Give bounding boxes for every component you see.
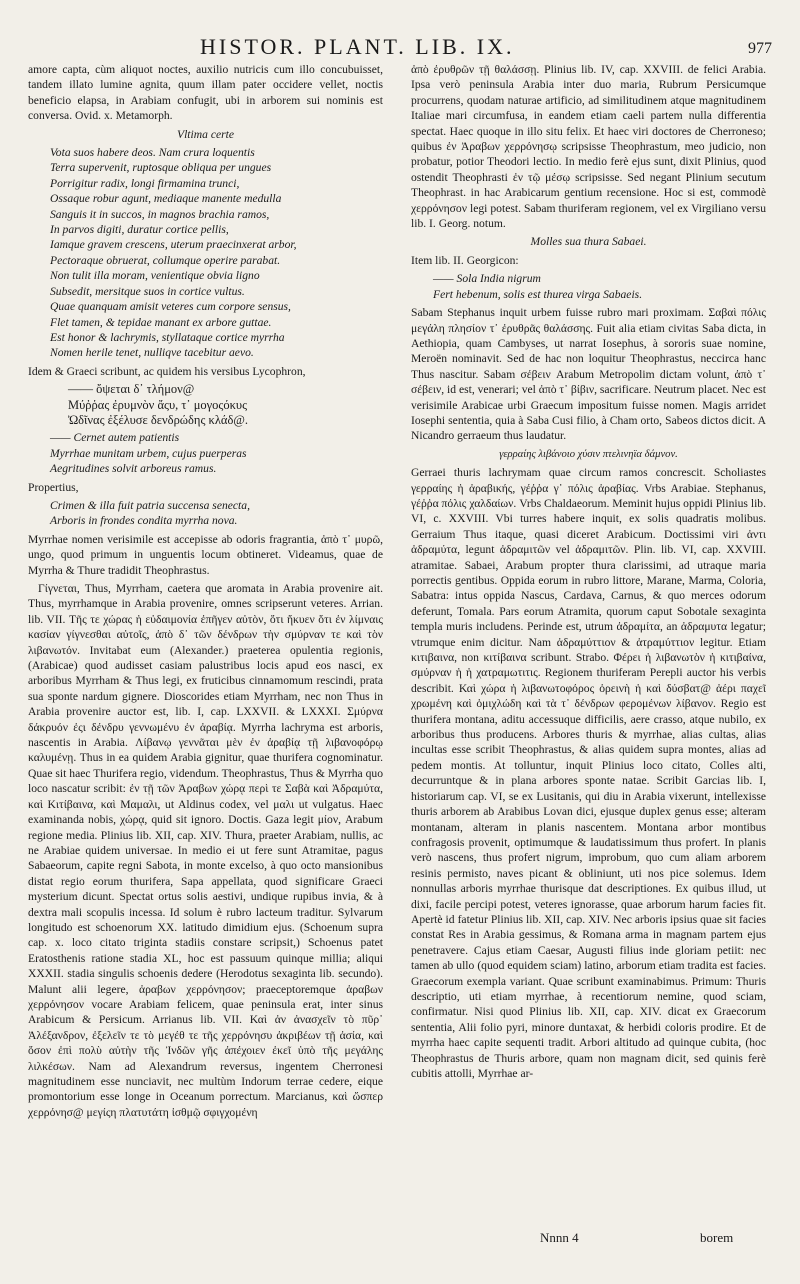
verse-line: Molles sua thura Sabaei. (530, 235, 647, 249)
verse-line: Μύῤῥας ἐρυμνὸν ἄςυ, τ᾽ μογοςόκυς (68, 397, 248, 412)
ovid-verse (28, 145, 383, 361)
verse-line: Sanguis it in succos, in magnos brachia ramos, (50, 207, 270, 221)
verse-line: Ossaque robur agunt, mediaque manente medulla (50, 192, 282, 206)
running-head: HISTOR. PLANT. LIB. IX. (200, 34, 515, 59)
paragraph: amore capta, cùm aliquot noctes, auxilio nutricis cum illo concubuisset, tandem illato lumine agnita, quum illam pater occidere vellet, noctis beneficio elapsa, in Arabiam confugit, ubi in arborem sui nominis est conversa. Ovid. x. Metamorph. (28, 63, 383, 123)
paragraph: Sabam Stephanus inquit urbem fuisse rubro mari proximam. Σαβαὶ πόλις μεγάλη πλησίον τ᾽ ἐρυθρᾶς θαλάσσης. Fuit alia etiam civitas Saba dicta, in Aethiopia, quam Cambyses, ut narrat Iosephus, à sororis suae nomine, Meroën nominavit. Sed de hac non loquitur Theophrastus, neccirca hanc Thus nascitur. Sabam σέβειν Arabum Metropolim dictam volunt, ἀπὸ τ᾽ σέβειν, id est, venerari; vel ἀπὸ τ᾽ βίβιν, sacrificare. Neutrum placet. Nec est verisimile Arabicae urbi Graecum impositum fuisse nomen. Magis arridet Iosephi sententia, quia à Saba Cusi filio, à Cham orto, Sabeos dictos dicit. A Nicandro gerraeum thus laudatur. (411, 306, 766, 443)
verse-line: Pectoraque obruerat, collumque operire parabat. (50, 253, 281, 267)
verse-line: Terra supervenit, ruptosque obliqua per ungues (50, 161, 272, 175)
paragraph: Idem & Graeci scribunt, ac quidem his versibus Lycophron, (28, 364, 306, 378)
signature-mark: Nnnn 4 (540, 1230, 579, 1245)
catchword: borem (700, 1230, 734, 1245)
verse-line: Porrigitur radix, longi firmamina trunci, (50, 176, 240, 190)
verse-line: Est honor & lachrymis, styllataque cortice myrrha (50, 330, 285, 344)
georgics-verse (411, 271, 766, 302)
verse-line: Fert hebenum, solis est thurea virga Sabaeis. (433, 287, 643, 301)
greek-verse (28, 382, 383, 428)
verse-line: Crimen & illa fuit patria succensa senecta, (50, 498, 250, 512)
page-number: 977 (748, 40, 772, 57)
verse-line: In parvos digiti, duratur cortice pellis, (50, 223, 229, 237)
verse-line: Subsedit, mersitque suos in cortice vultus. (50, 284, 245, 298)
verse-line: Iamque gravem crescens, uterum praecinxerat arbor, (50, 238, 297, 252)
verse-line: Ὠδῖνας ἐξέλυσε δενδρώδης κλάδ@. (68, 412, 248, 427)
verse-line: Quae quanquam amisit veteres cum corpore sensus, (50, 300, 291, 314)
verse-line: —— Sola India nigrum (433, 272, 541, 286)
verse-line: —— ὄψεται δ᾽ τλήμον@ (68, 382, 195, 397)
verse-line: Non tulit illa moram, venientique obvia ligno (50, 269, 260, 283)
latin-translation-verse (28, 430, 383, 476)
verse-line: Nomen herile tenet, nulliqve tacebitur aevo. (50, 346, 254, 360)
verse-line: Myrrhae munitam urbem, cujus puerperas (50, 446, 247, 460)
verse-line: Vota suos habere deos. Nam crura loquentis (50, 146, 255, 160)
verse-heading: Vltima certe (177, 127, 234, 141)
paragraph: Item lib. II. Georgicon: (411, 253, 519, 267)
verse-line: —— Cernet autem patientis (50, 431, 180, 445)
verse-line: Aegritudines solvit arboreus ramus. (50, 462, 217, 476)
paragraph: Γίγνεται, Thus, Myrrham, caetera que aromata in Arabia provenire ait. Thus, myrrhamque in Arabia provenire, omnes scripserunt veteres. Arrian. lib. VII. Τῆς τε χώρας ἡ εὐδαιμονία ἐπῆγεν αὐτὸν, ὅτι ἤκυεν ὅτι ἐν λίμναις κασίαν γίγνεσθαι αὐτοῖς, ἀπὸ δ᾽ τῶν δένδρων τὴν σμύρναν τε καὶ τὸν λιβανωτόν. Invitabat eum (Alexander.) praeterea opulentia regionis, (Arabicae) quod audisset casiam palustribus locis apud eos nasci, ex arboribus Myrrham & Thus legi, ex fruticibus cinnamomum rescindi, prata sua sponte nardum gignere. Dioscorides etiam Myrrham, nec non Thus in Arabia provenire auctor est, lib. I, cap. LXXVII. & LXXXI. Σμύρνα δάκρυόν ἐςι δένδρυ γεννωμένυ ἐν ἀραβίᾳ. Myrrha lachryma est arboris, nascentis in Arabia. Λίβανῳ γεννᾶται μὲν ἐν ἀραβίᾳ τῇ λιβανοφόρῳ καλυμένῃ. Thus in ea quidem Arabia gignitur, quae thurifera cognominatur. Quae sit haec Thurifera regio, videndum. Theophrastus, Thus & Myrrha quo loco nascatur scribit: ἐν τῇ τῶν Ἀραβων χώρᾳ περὶ τε Σαβὰ καὶ Ἀδραμύτα, καὶ Κιτίβαινα, καὶ Μαμαλι, ut Aldinus codex, vel μαλι ut vulgatus. Haec examinanda nobis, χώρᾳ, quid sit ignoro. Doctis. Gaza legit μίον, Arabum regione media. Plinius lib. XII, cap. XIV. Thura, praeter Arabiam, nullis, ac ne Arabiae quidem universae. In medio ei ut fere sunt Atramitae, pagus Sabaeorum, capite regni Sabota, in monte excelso, à quo octo mansionibus distat regio eorum thurifera, Sapa appellata, quod significare Graeci mysterium dicunt. Spectat ortus solis aestivi, undique rupibus invia, & à dextra mali scopulis incessa. Id solum è rubro lacteum traditur. Sylvarum longitudo est schoenorum XX. latitudo dimidium ejus. (Schoenum supra cap. x. loco citato triginta stadiis constare scripsit,) Schoenus patet Eratosthenis ratione stadia XL, hoc est passuum quinque millia; aliqui XXXII. stadia singulis schoenis dedere (Herodotus sexaginta lib. secundo). Malunt alii legere, ἀραβων χερρόνησον; praeceptoremque ἀραβων χερρόνησον vocare Arabiam felicem, quae peninsula erat, inter sinus Arabicum & Persicum. Arrianus lib. VII. Καὶ ἀν ἀνασχεῖν τὸ πῦρ᾽ Ἀλέξανδρον, ἐξελεῖν τε τὸ μεγέθ τε τῆς χερρόνησυ ἀκριβέων τῇ ἀσία, καὶ ὅσον ἐπὶ πολὺ αὐτὴν τῆς Ἰνδῶν γῆς ἀπέχοιεν ἐκεῖ ὑπὸ τῆς μεγάλης λιλκέσων. Nam ad Alexandrum reversus, ingentem Cherronesi magnitudinem esse nunciavit, nec multùm Indorum terrae cedere, eique promontorium esse longe in Oceanum porrectum. Marcianus, καὶ ὥσπερ χερρόνησ@ μεγίςη πλατυτάτη ἰσθμῷ σφιγχομένη (28, 582, 383, 1119)
verse-line: Flet tamen, & tepidae manant ex arbore guttae. (50, 315, 272, 329)
right-column (411, 62, 766, 1212)
paragraph: Propertius, (28, 480, 79, 494)
paragraph: ἀπὸ ἐρυθρῶν τῇ θαλάσσῃ. Plinius lib. IV, cap. XXVIII. de felici Arabia. Ipsa verò peninsula Arabia inter duo maria, Rubrum Persicumque procurrens, quodam naturae artificio, ad similitudinem atque magnitudinem Italiae mari circumfusa, in eandem etiam caeli partem nulla differentia spectat. Haec quoque in illo situ felix. Et haec viri doctores de Cherroneso; quibus ἐν Ἀραβων χερρόνησῳ scripsisse Theophrastum, meo judicio, non probatur, potior Theodori lectio. In medio ferè ejus sunt, dixit Plinius, quod ostendit Theophrasti ἐν τῷ μέσῳ scripsisse. Sed negant Plinium secutum Theophrast. in hac Arabicarum gentium recensione. Hoc si est, commodè χερρόνησον legi potest. Sabam thuriferam regionem, vel ex Virgiliano versu lib. I. Georg. notum. (411, 63, 766, 231)
left-column (28, 62, 383, 1212)
verse-line: Arboris in frondes condita myrrha nova. (50, 514, 238, 528)
paragraph: Myrrhae nomen verisimile est accepisse ab odoris fragrantia, ἀπὸ τ᾽ μυρῶ, ungo, quod primum in unguentis locum obtineret. Videamus, quae de Myrrha & Thure tradidit Theophrastus. (28, 532, 383, 577)
greek-quotation: γερραίης λιβάνοιο χύσιν πτελινηϊα δάμνον. (499, 448, 678, 460)
paragraph: Gerraei thuris lachrymam quae circum ramos concrescit. Scholiastes γερραίης ἡ ἀραβικής, γέῤῥα γ᾽ πόλις ἀραβίας. Vrbs Arabiae. Stephanus, γέῤῥα πόλις χαλδαίων. Vrbs Chaldaeorum. Meminit hujus oppidi Plinius lib. VI, c. XXVIII. Vbi turres habere inquit, ex solis quadratis molibus. Gerraium Thus itaque, quasi diceret Arabicum. Doctissimi viri ἀντι ἀδραμύτα, legunt ἀδραμιτῶν vel ἀδραμιτῶν. Plin. lib. VI, cap. XXVIII. atramitae. Sabaei, Arabum propter thura clarissimi, ad utraque maria porrectis gentibus. Oppida eorum in rubro littore, Marane, Marma, Coloria, Sabatra: intus oppida Nascus, Cardava, Carnus, & quo merces odorum deferunt, Tomala. Pars eorum Atramita, quorum caput Sobotale sexaginta templa muris includens. Perinde est, utrum ἀδραμίτα, an ἀδραμυτα legatur; vtrumque enim dicitur. Nam ἀδραμύττιον & ἀτραμύττιον legitur. Etiam κιτιβαινα, non κιτίβαινα scribunt. Strabo. Φέρει ἡ λιβανωτὸν ἡ κιτιβαίνα, σμύρναν ἡ ἡ χατραμωτιτις. Regionem thuriferam Perepli auctor his verbis describit. Καὶ χώρα ἡ λιβανωτοφόρος ὀρεινὴ ἡ καὶ δύσβατ@ ἀέρι παχεῖ χρωμένη καὶ ὁμιχλώδη καὶ τὰ τ᾽ δένδρων φερομένων λίβανον. Regio est thurifera montana, aditu accessuque difficilis, aere crasso, atque nubilo, ex arboribus thus producens. Arbores thuris & myrrhae, alias cultas, alias incultas esse scribit Theophrastus, & alias quidem supra montes, alias ad pedem montis. At tolluntur, inquit Plinius loco citato, Colles alti, decurruntque & in plana arbores sponte natae. Scribit Garcias lib. I, historiarum cap. VI, se ex Lusitanis, qui diu in Arabia vixerunt, intellexisse thuris arborem ab Arabibus Lovan dici, ejusque duplex genus esse; alteram montanam, alteram in planis nascentem. Montana arbor montibus confragosis provenit, optimumque & laudatissimum thus profert. In planis verò nascens, thus profert nigrum, improbum, quo cum aliam arborem resinis permisto, naves picant & obliniunt, uti nos pice solemus. Idem nonnullas arboris myrrhae thurisque dat descriptiones. Ex quibus illud, ut dixi, facile percipi potest, veteres ignorasse, quae arborum harum facies fit. Apertè id fatetur Plinius lib. XII, cap. XIV. Nec arboris ipsius quae sit facies constat Res in Arabia gessimus, & Romana arma in magnam partem ejus penetravere. Cajus etiam Caesar, Augusti filius inde gloriam petiit: nec tamen ab ullo (quod equidem sciam) latino, arborum etiam tradita est facies. Graecorum exempla variant. Quae scribunt examinabimus. Primum: Thuris descriptio, uti etiam myrrhae, à recentiorum nemine, quod sciam, confirmatur. Nisi quod Plinius lib. XII, cap. XIV. dicat ex Graecorum sententia, Alii folio pyri, minore duntaxat, & herbidi coloris prodire. Et de myrrha haec capite sequenti tradit. Arbori altitudo ad quinque cubita, (hoc Theophrastus de Thuris arbore, quam non magnam dicit, sed quinis ferè cubitis attolli, Myrrhae ar- (411, 466, 766, 1080)
propertius-verse (28, 498, 383, 529)
